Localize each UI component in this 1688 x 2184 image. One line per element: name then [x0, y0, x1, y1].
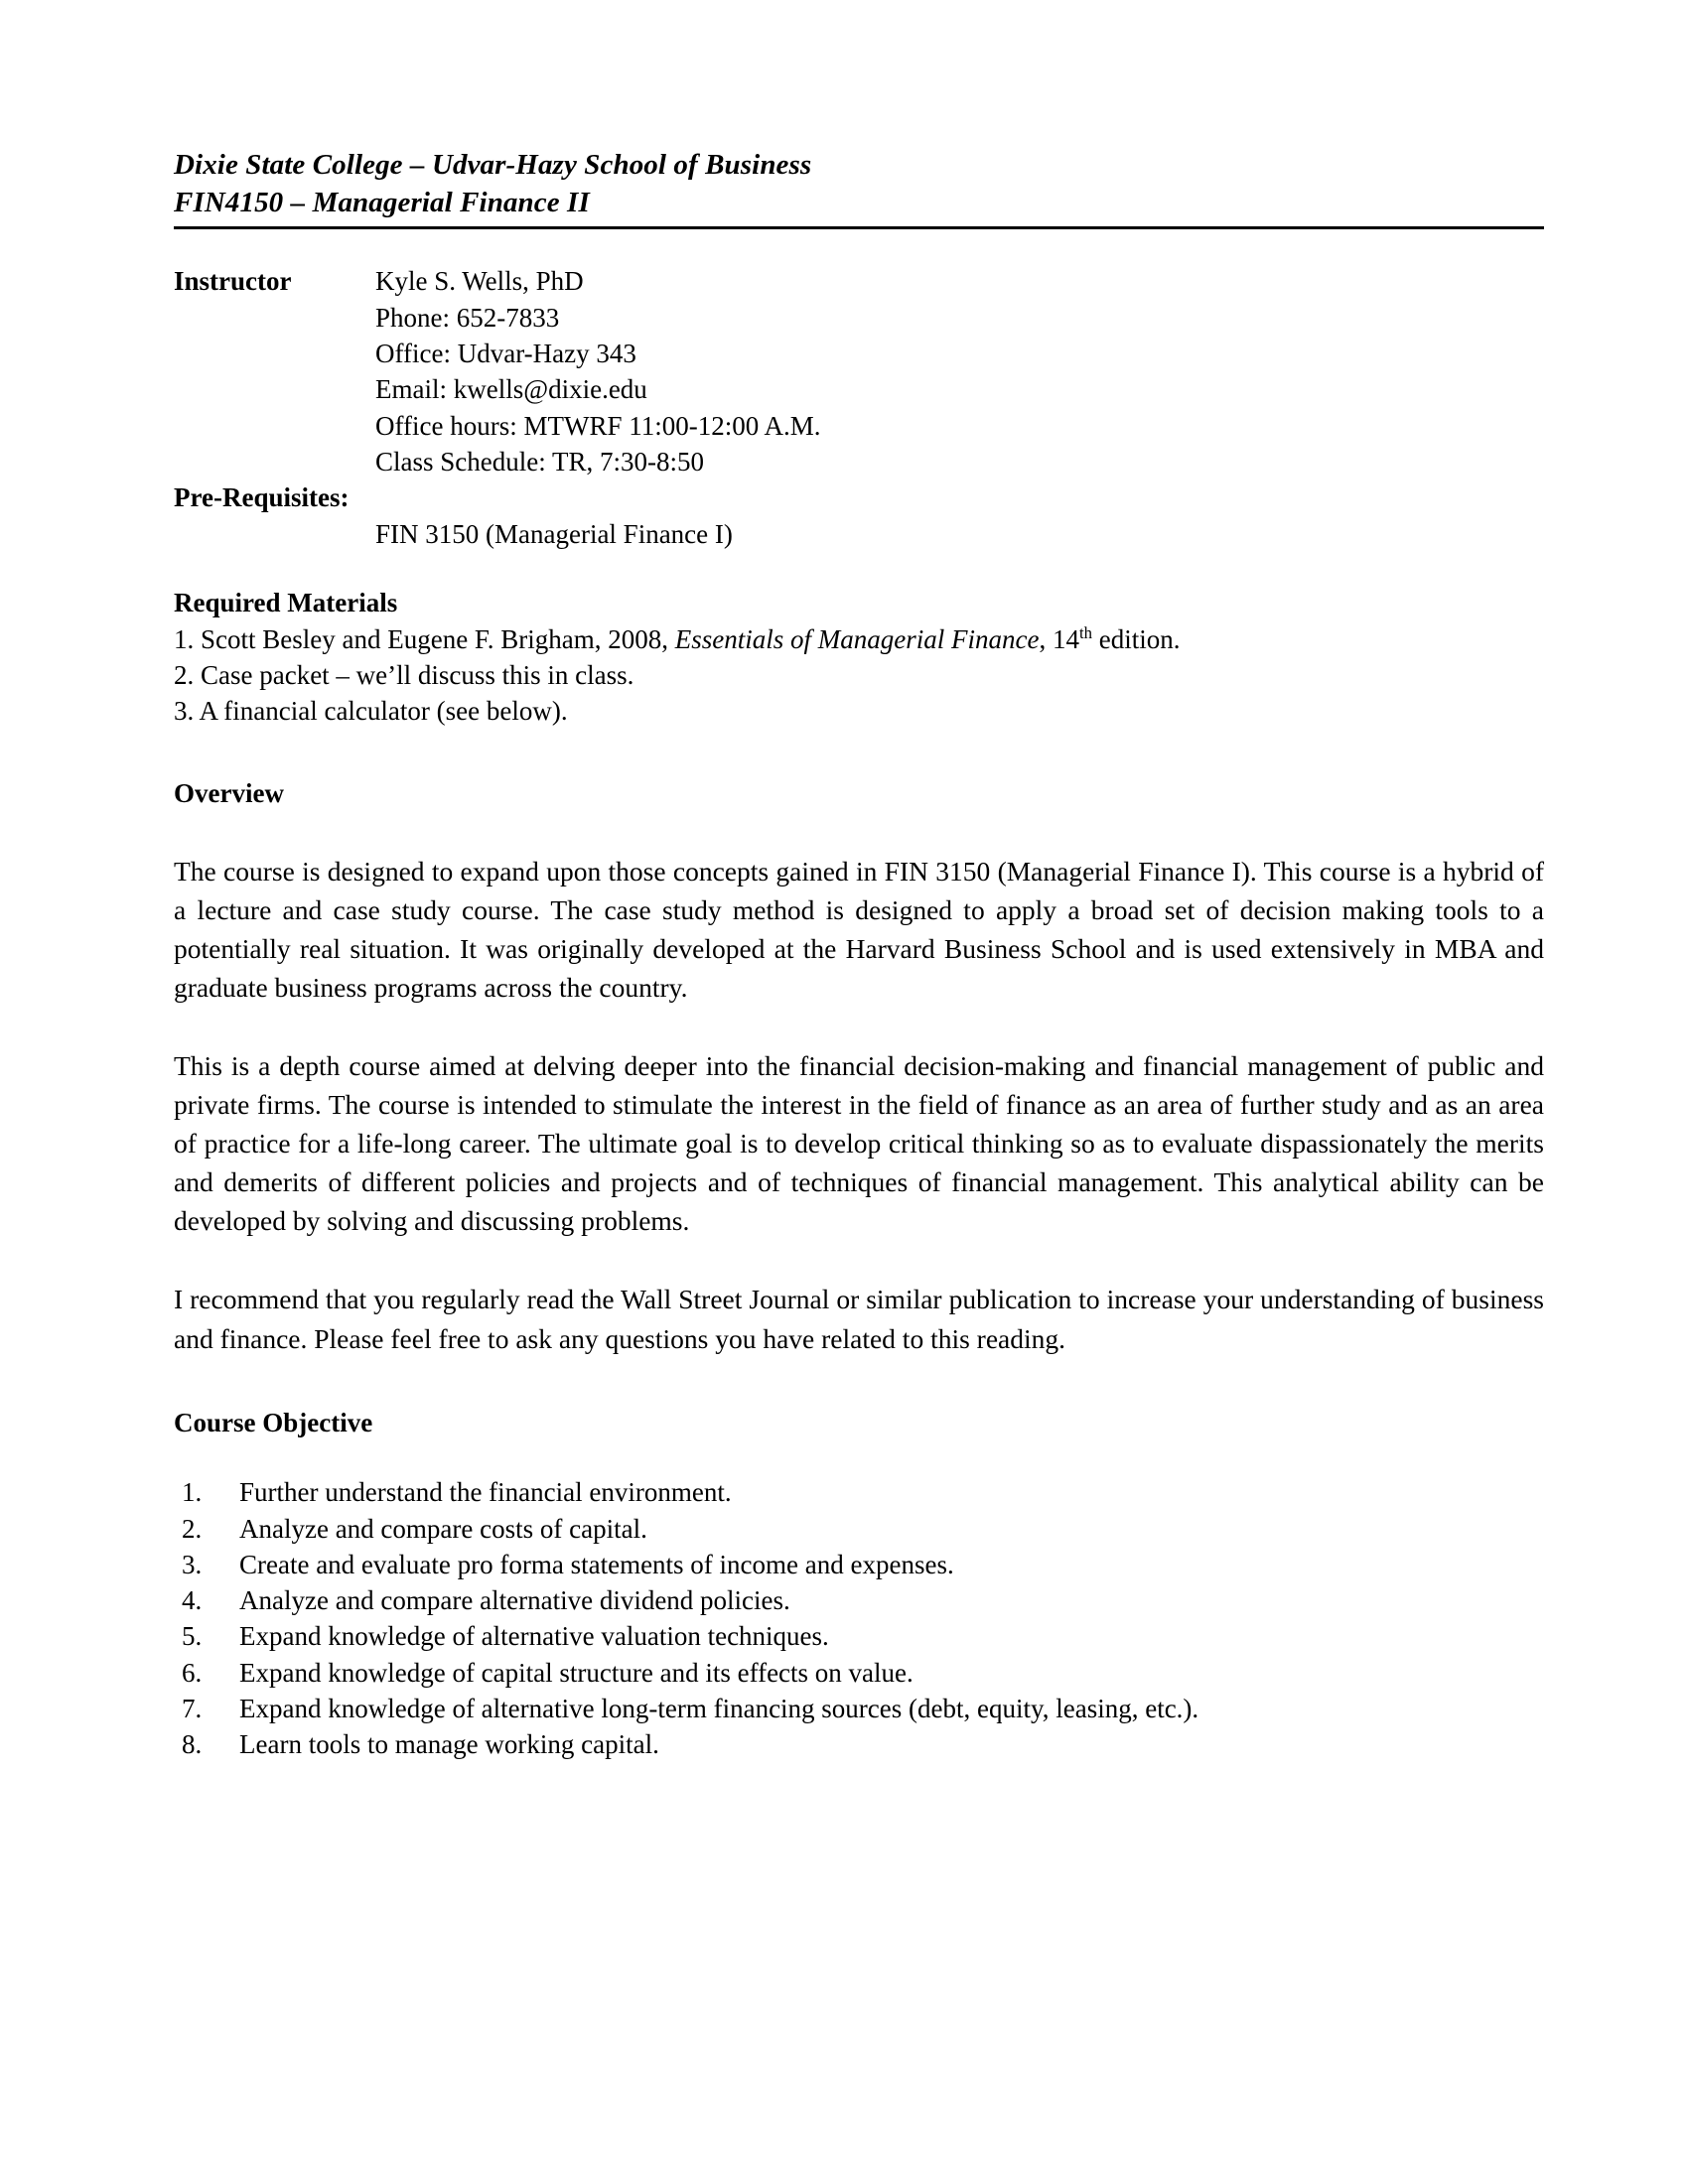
objective-text: Expand knowledge of capital structure and its effects on value. [239, 1657, 914, 1688]
spacer [174, 729, 1544, 776]
page-content [174, 147, 1544, 1763]
objective-text: Analyze and compare alternative dividend policies. [239, 1585, 790, 1616]
list-item [174, 1655, 1544, 1691]
objective-text: Expand knowledge of alternative long-term financing sources (debt, equity, leasing, etc.). [239, 1694, 1199, 1724]
course-title: FIN4150 – Managerial Finance II [174, 186, 590, 218]
list-item [174, 1547, 1544, 1582]
course-objective-list [174, 1474, 1544, 1763]
material-item-1 [174, 621, 1544, 657]
overview-paragraph-3: I recommend that you regularly read the Wall Street Journal or similar publication to increase your understanding of business and finance. Please feel free to ask any questions you have related to this reading. [174, 1284, 1544, 1354]
required-materials-list [174, 621, 1544, 730]
instructor-office-hours: Office hours: MTWRF 11:00-12:00 A.M. [375, 410, 821, 441]
objective-text: Further understand the financial environment. [239, 1477, 732, 1508]
overview-paragraph-1: The course is designed to expand upon those concepts gained in FIN 3150 (Managerial Finance I). This course is a hybrid of a lecture and case study course. The case study method is designed to apply a broad set of decision making tools to a potentially real situation. It was originally developed at the Harvard Business School and is used extensively in MBA and graduate business programs across the country. [174, 856, 1544, 1004]
material-1-ordinal-suffix: th [1078, 622, 1093, 642]
material-item-2: 2. Case packet – we’ll discuss this in class. [174, 659, 634, 690]
objective-number: 3. [182, 1549, 203, 1579]
objective-number: 8. [182, 1729, 203, 1760]
material-1-suffix: edition. [1092, 623, 1181, 654]
spacer [174, 812, 1544, 852]
material-1-prefix: 1. Scott Besley and Eugene F. Brigham, 2008, [174, 623, 675, 654]
objective-text: Learn tools to manage working capital. [239, 1729, 659, 1760]
document-header [174, 147, 1544, 221]
objective-number: 6. [182, 1657, 203, 1688]
material-item-3: 3. A financial calculator (see below). [174, 696, 568, 727]
prerequisites-value: FIN 3150 (Managerial Finance I) [375, 518, 733, 549]
spacer [174, 552, 1544, 586]
prerequisites-block [174, 479, 1544, 552]
institution-title: Dixie State College – Udvar-Hazy School of Business [174, 149, 812, 181]
objective-number: 5. [182, 1621, 203, 1652]
objective-number: 2. [182, 1513, 203, 1544]
instructor-block [174, 263, 1544, 479]
objective-text: Create and evaluate pro forma statements of income and expenses. [239, 1549, 954, 1579]
required-materials-heading: Required Materials [174, 587, 398, 617]
instructor-class-schedule: Class Schedule: TR, 7:30-8:50 [375, 446, 704, 477]
objective-text: Analyze and compare costs of capital. [239, 1513, 647, 1544]
overview-paragraph-2: This is a depth course aimed at delving deeper into the financial decision-making and financial management of public and private firms. The course is intended to stimulate the interest in the field of finance as an area of further study and as an area of practice for a life-long career. The ultimate goal is to develop critical thinking so as to evaluate dispassionately the merits and demerits of different policies and projects and of techniques of financial management. This analytical ability can be developed by solving and discussing problems. [174, 1050, 1544, 1237]
instructor-phone: Phone: 652-7833 [375, 302, 560, 333]
spacer [174, 229, 1544, 263]
spacer [174, 1358, 1544, 1406]
list-item [174, 1474, 1544, 1510]
instructor-name: Kyle S. Wells, PhD [375, 266, 584, 297]
list-item [174, 1511, 1544, 1547]
instructor-name-row [174, 263, 1544, 299]
spacer [174, 1240, 1544, 1280]
spacer [174, 1440, 1544, 1474]
instructor-office: Office: Udvar-Hazy 343 [375, 339, 636, 368]
instructor-email: Email: kwells@dixie.edu [375, 374, 647, 405]
instructor-label: Instructor [174, 266, 292, 297]
objective-text: Expand knowledge of alternative valuation techniques. [239, 1621, 829, 1652]
list-item [174, 1691, 1544, 1726]
course-objective-heading: Course Objective [174, 1407, 373, 1437]
spacer [174, 1007, 1544, 1046]
material-1-book-title: Essentials of Managerial Finance [674, 623, 1040, 654]
list-item [174, 1582, 1544, 1618]
objective-number: 1. [182, 1477, 203, 1508]
material-1-mid: , 14 [1039, 623, 1079, 654]
objective-number: 4. [182, 1585, 203, 1616]
prerequisites-label: Pre-Requisites: [174, 482, 350, 513]
objective-number: 7. [182, 1694, 203, 1724]
overview-heading: Overview [174, 778, 284, 809]
list-item [174, 1726, 1544, 1762]
list-item [174, 1618, 1544, 1654]
